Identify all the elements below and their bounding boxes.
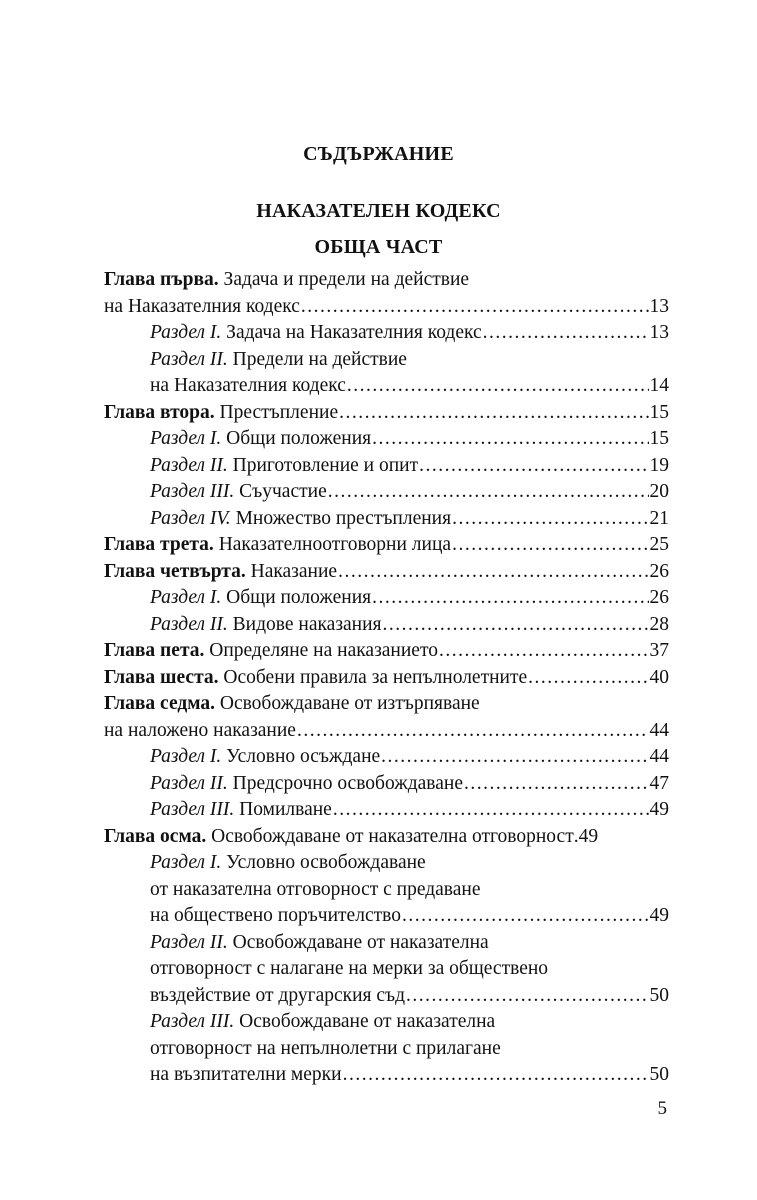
toc-entry xyxy=(104,612,669,639)
toc-entry-page: 37 xyxy=(649,640,669,661)
dot-leader xyxy=(301,294,649,321)
toc-entry xyxy=(104,850,669,877)
toc-entry-title xyxy=(150,373,346,400)
toc-entry-label: Раздел II. xyxy=(150,348,228,370)
toc-entry xyxy=(104,983,669,1010)
toc-entry-label: Глава втора. xyxy=(104,401,215,423)
toc-entry-text: Условно освобождаване xyxy=(221,852,426,873)
toc-entry-title xyxy=(150,612,382,639)
toc-entry-title xyxy=(104,638,438,665)
toc-entry-page: 44 xyxy=(649,746,669,767)
toc-entry-text: Предсрочно освобождаване xyxy=(227,772,463,794)
dot-leader xyxy=(402,903,649,930)
dot-leader xyxy=(372,426,648,453)
toc-entry xyxy=(104,400,669,427)
toc-entry-title xyxy=(150,347,407,374)
toc-entry-text: на обществено поръчителство xyxy=(150,905,401,926)
dot-leader xyxy=(381,744,648,771)
toc-entry-page: 49 xyxy=(649,905,669,926)
toc-entry xyxy=(104,771,669,798)
toc-entry-text: Престъпление xyxy=(214,401,339,423)
toc-entry-text: отговорност на непълнолетни с прилагане xyxy=(150,1037,501,1059)
toc-entry-title xyxy=(150,930,489,957)
toc-entry-label: Раздел III. xyxy=(150,481,235,502)
toc-entry-label: Раздел I. xyxy=(150,746,222,767)
toc-entry-text: на възпитателни мерки xyxy=(150,1064,342,1085)
toc-entry-label: Раздел III. xyxy=(150,799,235,820)
toc-entry xyxy=(104,877,669,904)
toc-entry-text: Съучастие xyxy=(234,481,327,502)
toc-entry xyxy=(104,347,669,374)
toc-entry-text: Задача на Наказателния кодекс xyxy=(221,322,482,343)
toc-entry-title xyxy=(150,320,482,347)
toc-entry-title xyxy=(150,585,371,612)
toc-entry-page: 20 xyxy=(649,481,669,502)
toc-entry xyxy=(104,718,669,745)
toc-entry-text: Освобождаване от изтърпяване xyxy=(214,693,480,714)
toc-entry xyxy=(104,1009,669,1036)
toc-entry xyxy=(104,665,669,692)
toc-entry-text: Особени правила за непълнолетните xyxy=(218,666,528,688)
toc-entry xyxy=(104,532,669,559)
toc-entry-label: Глава осма. xyxy=(104,825,207,847)
toc-entry xyxy=(104,930,669,957)
toc-entry-label: Раздел II. xyxy=(150,613,228,635)
dot-leader xyxy=(419,453,648,480)
toc-entry-text: Видове наказания xyxy=(227,613,382,635)
toc-entry xyxy=(104,638,669,665)
toc-entry-title xyxy=(104,718,296,745)
toc-entry-title xyxy=(150,797,332,824)
toc-entry xyxy=(104,294,669,321)
toc-entry-title xyxy=(150,426,371,453)
dot-leader xyxy=(483,320,649,347)
toc-entry-page: 13 xyxy=(649,322,669,343)
toc-entry-text: Множество престъпления xyxy=(230,507,452,529)
toc-entry-text: Приготовление и опит xyxy=(227,454,419,476)
toc-entry-page: 15 xyxy=(649,428,669,449)
toc-entry-text: въздействие от другарския съд xyxy=(150,984,406,1006)
toc-entry-text: Освобождаване от наказателна xyxy=(234,1011,496,1032)
toc-entry-page: 13 xyxy=(649,295,669,317)
toc-entry-title xyxy=(104,665,527,692)
toc-entry-text: на наложено наказание xyxy=(104,719,296,741)
toc-entry-title xyxy=(150,983,405,1010)
toc-entry xyxy=(104,506,669,533)
toc-entry-label: Глава пета. xyxy=(104,640,205,661)
toc-entry-label: Раздел I. xyxy=(150,587,222,608)
toc-entry-text: Освобождаване от наказателна отговорност xyxy=(206,825,574,847)
toc-entry xyxy=(104,797,669,824)
toc-entry-text: отговорност с налагане на мерки за обществено xyxy=(150,958,549,979)
toc-entry-page: 25 xyxy=(649,534,669,555)
toc-entry-title xyxy=(150,903,401,930)
toc-entry-title xyxy=(150,956,548,983)
toc-entry xyxy=(104,691,669,718)
toc-entry-text: Помилване xyxy=(234,799,332,820)
toc-entry-label: Раздел I. xyxy=(150,852,222,873)
toc-entry-label: Глава четвърта. xyxy=(104,560,246,582)
toc-entry-label: Раздел II. xyxy=(150,931,228,953)
toc-entry xyxy=(104,1062,669,1089)
contents-title: СЪДЪРЖАНИЕ xyxy=(303,143,454,165)
toc-entry-page: 47 xyxy=(649,772,669,794)
toc-entry-label: Раздел I. xyxy=(150,428,222,449)
dot-leader xyxy=(452,506,648,533)
toc-entry-page: 50 xyxy=(649,984,669,1006)
toc-entry-title xyxy=(150,1009,495,1036)
toc-entry-page: 21 xyxy=(649,507,669,529)
dot-leader xyxy=(439,638,649,665)
toc-entry-text: на Наказателния кодекс xyxy=(150,375,346,396)
toc-entry xyxy=(104,426,669,453)
dot-leader xyxy=(328,479,649,506)
toc-entry-title xyxy=(150,506,451,533)
dot-leader xyxy=(333,797,649,824)
toc-entry-title xyxy=(150,771,463,798)
toc-entry-title xyxy=(104,559,337,586)
toc-entry-title xyxy=(104,294,300,321)
toc-entry-text: Наказание xyxy=(245,560,338,582)
toc-entry-label: Раздел II. xyxy=(150,454,228,476)
toc-entry-text: Предели на действие xyxy=(227,348,407,370)
toc-entry xyxy=(104,585,669,612)
toc-entry-title xyxy=(104,824,574,851)
dot-leader xyxy=(339,400,648,427)
toc-entry-text: Наказателноотговорни лица xyxy=(213,534,452,555)
dot-leader xyxy=(452,532,648,559)
toc-entry-label: Раздел III. xyxy=(150,1011,235,1032)
dot-leader xyxy=(372,585,648,612)
dot-leader xyxy=(297,718,649,745)
toc-entry-label: Глава шеста. xyxy=(104,666,219,688)
page-number: 5 xyxy=(657,1098,667,1119)
toc-entry xyxy=(104,479,669,506)
toc-entry-text: на Наказателния кодекс xyxy=(104,295,300,317)
dot-leader xyxy=(406,983,648,1010)
dot-leader xyxy=(343,1062,649,1089)
toc-entry-text: от наказателна отговорност с предаване xyxy=(150,878,481,900)
toc-entry-title xyxy=(104,267,469,294)
code-title: НАКАЗАТЕЛЕН КОДЕКС xyxy=(256,200,501,222)
dot-leader xyxy=(338,559,648,586)
toc-entry xyxy=(104,373,669,400)
table-of-contents xyxy=(104,267,669,1089)
toc-entry-text: Условно осъждане xyxy=(221,746,381,767)
toc-entry xyxy=(104,559,669,586)
toc-entry-text: Освобождаване от наказателна xyxy=(227,931,489,953)
toc-entry xyxy=(104,1036,669,1063)
toc-entry-text: Задача и предели на действие xyxy=(218,269,470,290)
toc-entry-page: 49 xyxy=(649,799,669,820)
toc-entry-title xyxy=(150,1062,342,1089)
dot-leader xyxy=(383,612,649,639)
toc-entry xyxy=(104,824,669,851)
toc-entry-page: 28 xyxy=(649,613,669,635)
dot-leader xyxy=(528,665,648,692)
toc-entry-title xyxy=(150,744,380,771)
dot-leader xyxy=(464,771,649,798)
toc-entry-text: Определяне на наказанието xyxy=(204,640,438,661)
toc-entry-label: Раздел I. xyxy=(150,322,222,343)
toc-entry-title xyxy=(104,532,451,559)
toc-entry-page: 14 xyxy=(649,375,669,396)
dot-leader xyxy=(347,373,649,400)
toc-entry-title xyxy=(104,691,480,718)
toc-entry-title xyxy=(150,453,418,480)
toc-entry-text: Общи положения xyxy=(221,587,372,608)
toc-entry-label: Глава първа. xyxy=(104,269,219,290)
part-title: ОБЩА ЧАСТ xyxy=(314,236,443,258)
toc-entry-page: 26 xyxy=(649,560,669,582)
toc-entry-label: Раздел II. xyxy=(150,772,228,794)
toc-entry-page: 50 xyxy=(649,1064,669,1085)
toc-entry-page: 44 xyxy=(649,719,669,741)
toc-entry-label: Глава трета. xyxy=(104,534,214,555)
toc-entry xyxy=(104,453,669,480)
toc-entry-title xyxy=(150,479,327,506)
toc-entry xyxy=(104,267,669,294)
toc-entry-page: 19 xyxy=(649,454,669,476)
toc-entry xyxy=(104,744,669,771)
toc-entry-page: 15 xyxy=(649,401,669,423)
toc-entry-page: .49 xyxy=(573,825,599,847)
toc-entry-title xyxy=(150,877,481,904)
toc-entry xyxy=(104,320,669,347)
toc-entry-title xyxy=(150,850,426,877)
toc-entry-title xyxy=(104,400,338,427)
toc-entry-page: 40 xyxy=(649,666,669,688)
toc-entry xyxy=(104,903,669,930)
toc-entry-text: Общи положения xyxy=(221,428,372,449)
toc-entry xyxy=(104,956,669,983)
toc-entry-title xyxy=(150,1036,501,1063)
toc-entry-label: Раздел IV. xyxy=(150,507,231,529)
toc-entry-page: 26 xyxy=(649,587,669,608)
toc-entry-label: Глава седма. xyxy=(104,693,215,714)
